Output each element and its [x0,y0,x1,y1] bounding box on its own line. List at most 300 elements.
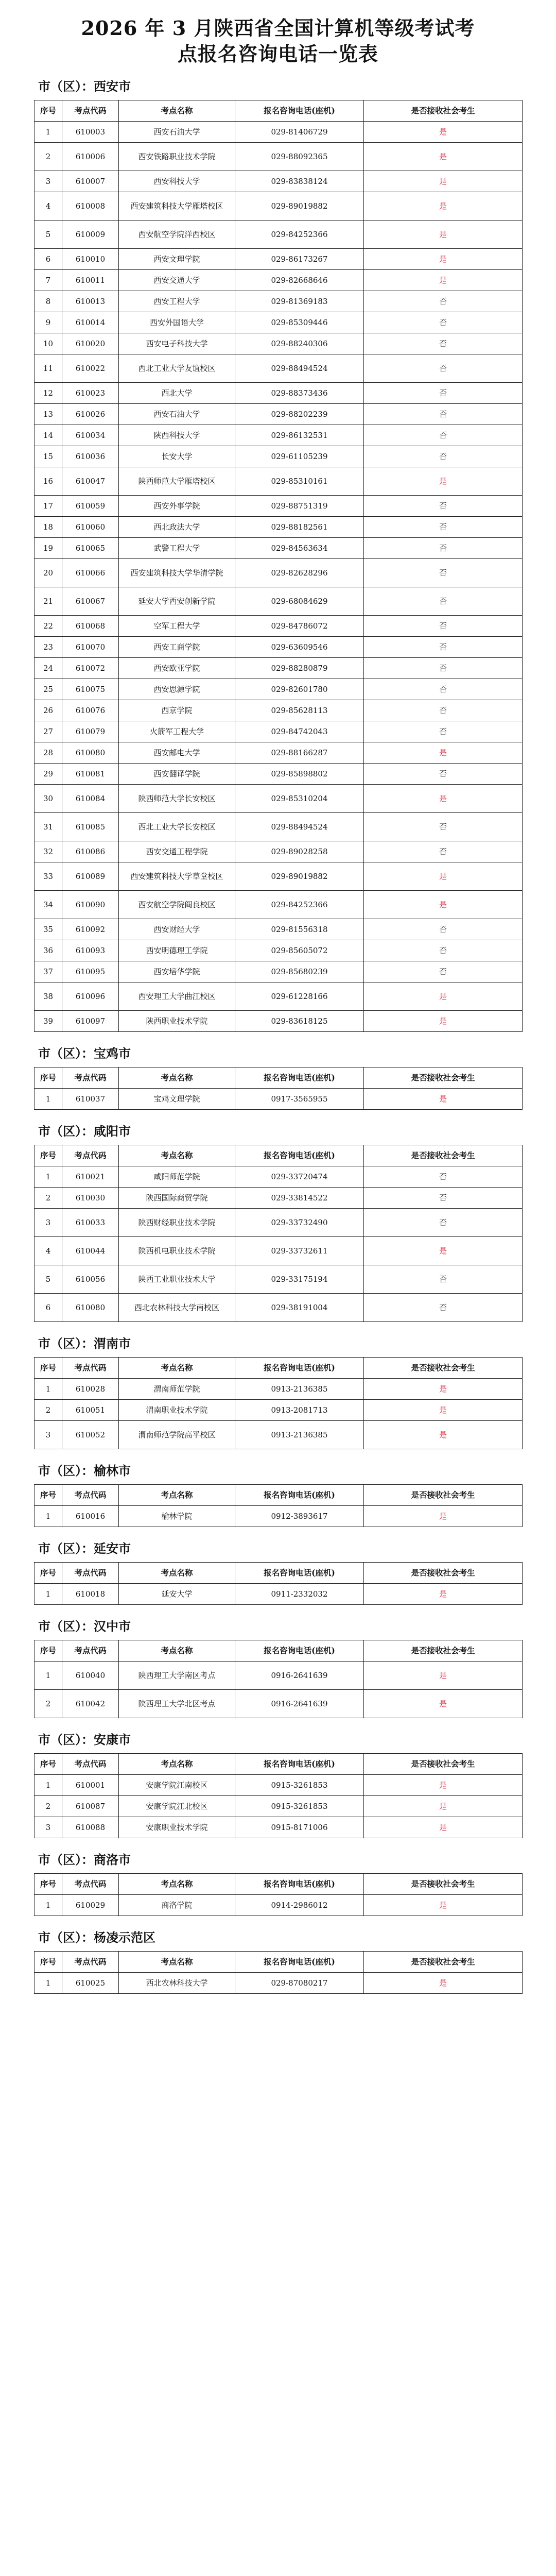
table-row [34,1265,523,1294]
header-name: 考点名称 [119,1874,235,1895]
cell-phone: 029-85310161 [235,467,364,496]
cell-social: 是 [364,1089,523,1110]
cell-no: 24 [34,658,62,679]
cell-phone: 029-85309446 [235,312,364,333]
header-social: 是否接收社会考生 [364,1485,523,1506]
cell-social: 是 [364,1421,523,1449]
exam-site-table [34,1873,523,1916]
cell-code: 610051 [62,1400,119,1421]
cell-no: 20 [34,559,62,587]
cell-social: 否 [364,383,523,404]
cell-phone: 029-61105239 [235,446,364,467]
city-heading [38,1538,522,1559]
city-heading [38,1333,522,1354]
cell-code: 610026 [62,404,119,425]
cell-no: 15 [34,446,62,467]
title-line-2: 点报名咨询电话一览表 [177,42,378,65]
header-name: 考点名称 [119,1067,235,1089]
cell-code: 610076 [62,700,119,721]
table-row [34,425,523,446]
table-row [34,1775,523,1796]
cell-social: 是 [364,467,523,496]
cell-no: 1 [34,1379,62,1400]
table-row [34,446,523,467]
sections-container [34,76,522,1994]
cell-name: 西京学院 [119,700,235,721]
table-row [34,1294,523,1322]
cell-social: 是 [364,742,523,764]
cell-no: 8 [34,291,62,312]
cell-code: 610007 [62,171,119,192]
table-row [34,742,523,764]
city-heading [38,1616,522,1637]
cell-social: 否 [364,291,523,312]
cell-no: 2 [34,1188,62,1209]
cell-no: 38 [34,982,62,1011]
table-row [34,1584,523,1605]
table-row [34,122,523,143]
table-row [34,700,523,721]
cell-name: 武警工程大学 [119,538,235,559]
cell-name: 渭南师范学院 [119,1379,235,1400]
cell-name: 西北工业大学长安校区 [119,813,235,841]
city-name: 汉中市 [94,1619,131,1634]
cell-phone: 029-81369183 [235,291,364,312]
cell-code: 610006 [62,143,119,171]
cell-name: 西北农林科技大学 [119,1973,235,1994]
exam-site-table [34,1640,523,1718]
cell-no: 1 [34,1973,62,1994]
city-section [34,1538,522,1605]
cell-code: 610060 [62,517,119,538]
table-row [34,637,523,658]
cell-code: 610087 [62,1796,119,1817]
cell-code: 610081 [62,764,119,785]
header-phone: 报名咨询电话(座机) [235,1874,364,1895]
table-row [34,383,523,404]
header-social: 是否接收社会考生 [364,1754,523,1775]
cell-social: 是 [364,1237,523,1265]
cell-social: 是 [364,143,523,171]
city-prefix: 市（区）： [38,1124,94,1139]
table-row [34,192,523,221]
cell-name: 西安建筑科技大学草堂校区 [119,862,235,891]
table-row [34,813,523,841]
cell-phone: 029-33732611 [235,1237,364,1265]
cell-code: 610056 [62,1265,119,1294]
cell-no: 1 [34,1895,62,1916]
cell-no: 14 [34,425,62,446]
cell-name: 西安翻译学院 [119,764,235,785]
cell-code: 610080 [62,742,119,764]
cell-social: 否 [364,813,523,841]
table-header-row [34,1067,523,1089]
table-row [34,270,523,291]
cell-phone: 029-85605072 [235,940,364,961]
cell-phone: 029-88182561 [235,517,364,538]
table-row [34,841,523,862]
cell-name: 陕西理工大学北区考点 [119,1690,235,1718]
cell-no: 12 [34,383,62,404]
cell-social: 是 [364,862,523,891]
cell-phone: 0915-3261853 [235,1796,364,1817]
header-phone: 报名咨询电话(座机) [235,100,364,122]
exam-site-table [34,1753,523,1838]
cell-phone: 029-82668646 [235,270,364,291]
table-row [34,559,523,587]
cell-name: 西安思源学院 [119,679,235,700]
table-row [34,961,523,982]
header-no: 序号 [34,1640,62,1662]
header-social: 是否接收社会考生 [364,1145,523,1166]
cell-no: 2 [34,143,62,171]
cell-phone: 029-68084629 [235,587,364,616]
city-heading [38,1121,522,1142]
table-row [34,333,523,354]
header-name: 考点名称 [119,1145,235,1166]
city-section [34,1121,522,1322]
header-phone: 报名咨询电话(座机) [235,1640,364,1662]
cell-code: 610025 [62,1973,119,1994]
city-prefix: 市（区）： [38,79,94,94]
cell-no: 1 [34,1089,62,1110]
table-header-row [34,1358,523,1379]
city-section [34,1927,522,1994]
exam-site-table [34,1951,523,1994]
cell-name: 陕西师范大学雁塔校区 [119,467,235,496]
cell-code: 610067 [62,587,119,616]
table-row [34,291,523,312]
city-section [34,76,522,1032]
cell-no: 4 [34,192,62,221]
cell-code: 610075 [62,679,119,700]
cell-name: 榆林学院 [119,1506,235,1527]
cell-name: 西安航空学院洋西校区 [119,221,235,249]
cell-name: 西安交通大学 [119,270,235,291]
cell-phone: 029-83838124 [235,171,364,192]
table-row [34,467,523,496]
table-row [34,1421,523,1449]
header-social: 是否接收社会考生 [364,1358,523,1379]
cell-name: 咸阳师范学院 [119,1166,235,1188]
cell-name: 西安电子科技大学 [119,333,235,354]
cell-code: 610011 [62,270,119,291]
table-row [34,1400,523,1421]
city-name: 渭南市 [94,1336,131,1351]
cell-no: 34 [34,891,62,919]
cell-name: 陕西国际商贸学院 [119,1188,235,1209]
cell-phone: 0913-2081713 [235,1400,364,1421]
city-section [34,1850,522,1916]
cell-social: 是 [364,785,523,813]
cell-code: 610022 [62,354,119,383]
cell-name: 安康学院江南校区 [119,1775,235,1796]
cell-no: 16 [34,467,62,496]
cell-phone: 029-38191004 [235,1294,364,1322]
cell-code: 610042 [62,1690,119,1718]
cell-social: 是 [364,891,523,919]
cell-social: 否 [364,764,523,785]
cell-phone: 029-33732490 [235,1209,364,1237]
cell-social: 否 [364,446,523,467]
table-row [34,982,523,1011]
cell-no: 6 [34,249,62,270]
city-section [34,1616,522,1718]
city-prefix: 市（区）： [38,1619,94,1634]
cell-code: 610001 [62,1775,119,1796]
cell-no: 28 [34,742,62,764]
cell-no: 26 [34,700,62,721]
table-header-row [34,1640,523,1662]
cell-phone: 0911-2332032 [235,1584,364,1605]
cell-code: 610090 [62,891,119,919]
cell-phone: 029-88240306 [235,333,364,354]
table-row [34,1662,523,1690]
cell-phone: 029-81556318 [235,919,364,940]
table-row [34,940,523,961]
cell-code: 610084 [62,785,119,813]
cell-code: 610079 [62,721,119,742]
header-no: 序号 [34,1563,62,1584]
city-prefix: 市（区）： [38,1046,94,1061]
cell-code: 610003 [62,122,119,143]
cell-name: 西安明德理工学院 [119,940,235,961]
city-section [34,1043,522,1110]
header-name: 考点名称 [119,1358,235,1379]
header-code: 考点代码 [62,1485,119,1506]
header-social: 是否接收社会考生 [364,1563,523,1584]
cell-no: 27 [34,721,62,742]
cell-name: 西安石油大学 [119,122,235,143]
cell-code: 610029 [62,1895,119,1916]
cell-social: 是 [364,1400,523,1421]
table-row [34,1166,523,1188]
cell-no: 2 [34,1690,62,1718]
cell-phone: 029-33175194 [235,1265,364,1294]
header-name: 考点名称 [119,1952,235,1973]
cell-code: 610030 [62,1188,119,1209]
cell-phone: 029-84252366 [235,221,364,249]
city-heading [38,1927,522,1948]
cell-phone: 029-84563634 [235,538,364,559]
cell-name: 长安大学 [119,446,235,467]
cell-social: 是 [364,249,523,270]
cell-no: 2 [34,1796,62,1817]
header-phone: 报名咨询电话(座机) [235,1358,364,1379]
header-no: 序号 [34,1952,62,1973]
cell-social: 否 [364,940,523,961]
city-prefix: 市（区）： [38,1541,94,1556]
table-row [34,891,523,919]
city-section [34,1730,522,1838]
cell-phone: 029-63609546 [235,637,364,658]
cell-no: 2 [34,1400,62,1421]
cell-social: 否 [364,961,523,982]
cell-phone: 029-89019882 [235,192,364,221]
cell-no: 33 [34,862,62,891]
cell-social: 否 [364,658,523,679]
cell-phone: 0916-2641639 [235,1690,364,1718]
header-phone: 报名咨询电话(座机) [235,1563,364,1584]
cell-name: 陕西师范大学长安校区 [119,785,235,813]
city-heading [38,1043,522,1064]
header-no: 序号 [34,1485,62,1506]
table-row [34,354,523,383]
cell-name: 西安铁路职业技术学院 [119,143,235,171]
cell-phone: 029-82601780 [235,679,364,700]
cell-no: 35 [34,919,62,940]
exam-site-table [34,1145,523,1322]
cell-phone: 029-85680239 [235,961,364,982]
city-name: 安康市 [94,1732,131,1747]
header-social: 是否接收社会考生 [364,1067,523,1089]
cell-code: 610066 [62,559,119,587]
exam-site-table [34,1357,523,1449]
cell-code: 610095 [62,961,119,982]
city-name: 宝鸡市 [94,1046,131,1061]
cell-phone: 0915-3261853 [235,1775,364,1796]
table-row [34,1237,523,1265]
cell-phone: 0916-2641639 [235,1662,364,1690]
cell-no: 1 [34,1506,62,1527]
cell-social: 是 [364,1506,523,1527]
cell-social: 否 [364,1166,523,1188]
city-name: 西安市 [94,79,131,94]
header-name: 考点名称 [119,1640,235,1662]
cell-no: 36 [34,940,62,961]
header-phone: 报名咨询电话(座机) [235,1952,364,1973]
cell-no: 17 [34,496,62,517]
cell-name: 西安石油大学 [119,404,235,425]
cell-name: 陕西理工大学南区考点 [119,1662,235,1690]
table-header-row [34,1952,523,1973]
cell-social: 否 [364,1294,523,1322]
cell-name: 空军工程大学 [119,616,235,637]
cell-phone: 029-82628296 [235,559,364,587]
city-name: 商洛市 [94,1852,131,1867]
cell-name: 宝鸡文理学院 [119,1089,235,1110]
cell-code: 610008 [62,192,119,221]
cell-name: 渭南职业技术学院 [119,1400,235,1421]
cell-phone: 029-85628113 [235,700,364,721]
cell-no: 1 [34,1662,62,1690]
table-row [34,1506,523,1527]
cell-social: 否 [364,616,523,637]
header-phone: 报名咨询电话(座机) [235,1067,364,1089]
cell-social: 否 [364,538,523,559]
table-row [34,1089,523,1110]
table-row [34,785,523,813]
cell-name: 延安大学 [119,1584,235,1605]
city-heading [38,76,522,97]
cell-social: 是 [364,1775,523,1796]
cell-phone: 0914-2986012 [235,1895,364,1916]
cell-name: 商洛学院 [119,1895,235,1916]
cell-no: 9 [34,312,62,333]
cell-code: 610018 [62,1584,119,1605]
table-row [34,1209,523,1237]
cell-no: 11 [34,354,62,383]
table-header-row [34,1145,523,1166]
cell-social: 否 [364,1188,523,1209]
city-heading [38,1461,522,1481]
cell-name: 陕西机电职业技术学院 [119,1237,235,1265]
cell-social: 是 [364,1011,523,1032]
cell-phone: 029-81406729 [235,122,364,143]
cell-phone: 0912-3893617 [235,1506,364,1527]
header-social: 是否接收社会考生 [364,1874,523,1895]
cell-name: 西北工业大学友谊校区 [119,354,235,383]
header-code: 考点代码 [62,1358,119,1379]
cell-social: 是 [364,1895,523,1916]
cell-social: 否 [364,404,523,425]
cell-phone: 0917-3565955 [235,1089,364,1110]
city-prefix: 市（区）： [38,1463,94,1478]
cell-code: 610020 [62,333,119,354]
cell-no: 1 [34,1775,62,1796]
cell-phone: 029-85310204 [235,785,364,813]
cell-social: 否 [364,333,523,354]
table-row [34,721,523,742]
table-row [34,538,523,559]
cell-social: 否 [364,721,523,742]
document-title [34,15,522,67]
exam-site-table [34,1562,523,1605]
cell-code: 610034 [62,425,119,446]
cell-name: 西安科技大学 [119,171,235,192]
cell-phone: 0913-2136385 [235,1421,364,1449]
header-social: 是否接收社会考生 [364,100,523,122]
cell-name: 安康学院江北校区 [119,1796,235,1817]
table-row [34,221,523,249]
cell-phone: 029-88280879 [235,658,364,679]
cell-no: 30 [34,785,62,813]
table-header-row [34,1563,523,1584]
cell-code: 610072 [62,658,119,679]
cell-social: 否 [364,517,523,538]
cell-code: 610080 [62,1294,119,1322]
cell-social: 否 [364,919,523,940]
cell-code: 610088 [62,1817,119,1838]
cell-social: 是 [364,192,523,221]
cell-name: 西安交通工程学院 [119,841,235,862]
table-header-row [34,1485,523,1506]
cell-name: 西安外国语大学 [119,312,235,333]
cell-no: 3 [34,1817,62,1838]
cell-no: 31 [34,813,62,841]
exam-site-table [34,1484,523,1527]
cell-phone: 029-88751319 [235,496,364,517]
cell-social: 是 [364,1796,523,1817]
cell-phone: 029-88092365 [235,143,364,171]
cell-no: 23 [34,637,62,658]
cell-code: 610089 [62,862,119,891]
cell-name: 陕西科技大学 [119,425,235,446]
header-code: 考点代码 [62,1874,119,1895]
cell-name: 西安工程大学 [119,291,235,312]
cell-name: 西安培华学院 [119,961,235,982]
cell-no: 3 [34,171,62,192]
cell-name: 西安工商学院 [119,637,235,658]
cell-code: 610021 [62,1166,119,1188]
table-row [34,1011,523,1032]
cell-name: 西北农林科技大学南校区 [119,1294,235,1322]
cell-phone: 029-86132531 [235,425,364,446]
cell-no: 32 [34,841,62,862]
table-header-row [34,1754,523,1775]
cell-code: 610033 [62,1209,119,1237]
cell-code: 610085 [62,813,119,841]
